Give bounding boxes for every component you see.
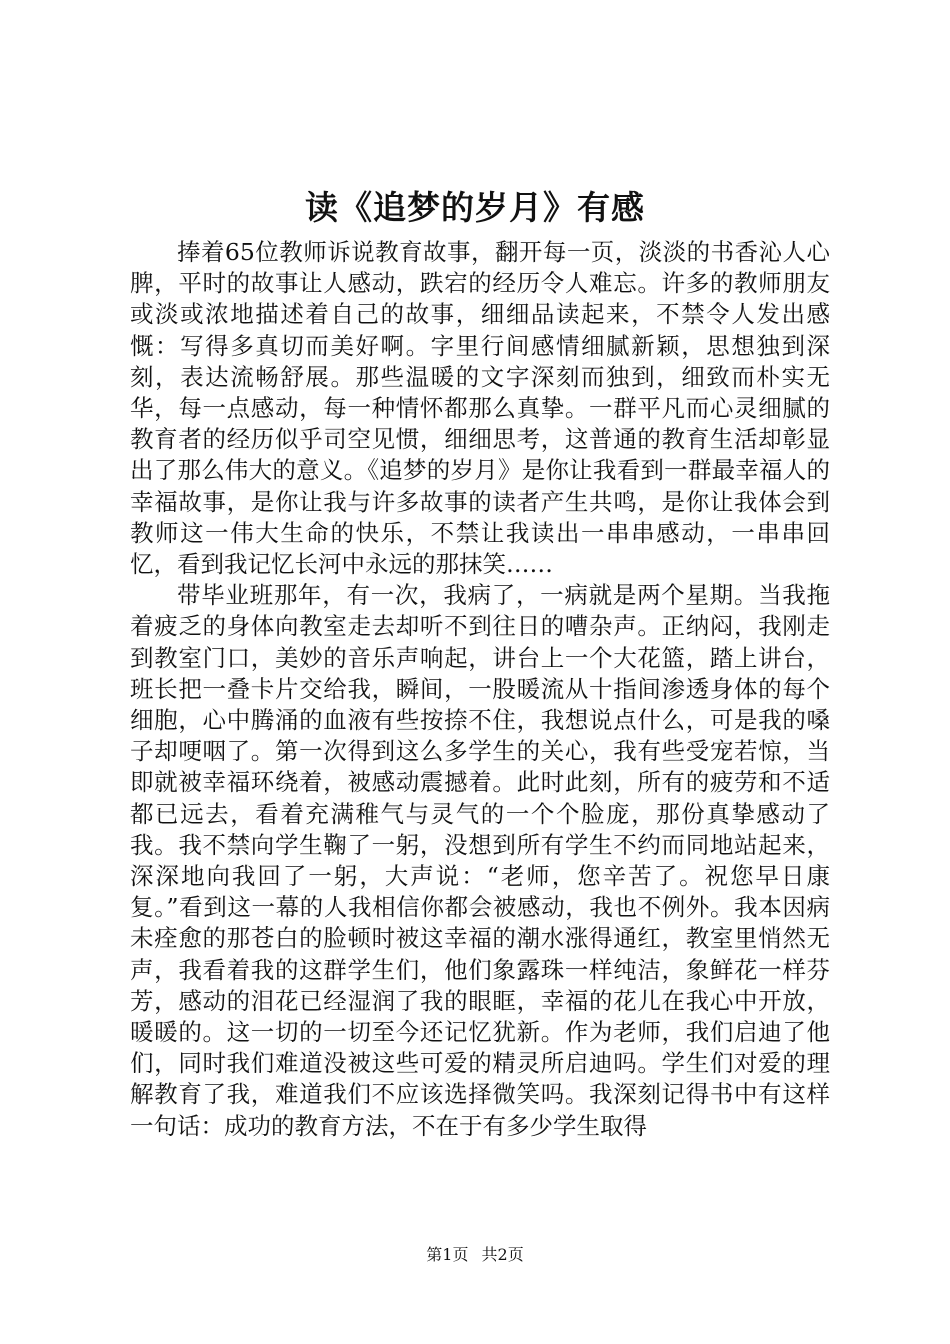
page-total: 共2页: [481, 1245, 524, 1264]
document-body: [130, 237, 830, 1142]
paragraph-2: 带毕业班那年，有一次，我病了，一病就是两个星期。当我拖着疲乏的身体向教室走去却听不到往日的嘈杂声。正纳闷，我刚走到教室门口，美妙的音乐声响起，讲台上一个大花篮，踏上讲台，班长把一叠卡片交给我，瞬间，一股暖流从十指间渗透身体的每个细胞，心中腾涌的血液有些按捺不住，我想说点什么，可是我的嗓子却哽咽了。第一次得到这么多学生的关心，我有些受宠若惊，当即就被幸福环绕着，被感动震撼着。此时此刻，所有的疲劳和不适都已远去，看着充满稚气与灵气的一个个脸庞，那份真挚感动了我。我不禁向学生鞠了一躬，没想到所有学生不约而同地站起来，深深地向我回了一躬，大声说：“老师，您辛苦了。祝您早日康复。”看到这一幕的人我相信你都会被感动，我也不例外。我本因病未痊愈的那苍白的脸顿时被这幸福的潮水涨得通红，教室里悄然无声，我看着我的这群学生们，他们象露珠一样纯洁，象鲜花一样芬芳，感动的泪花已经湿润了我的眼眶，幸福的花儿在我心中开放，暖暖的。这一切的一切至今还记忆犹新。作为老师，我们启迪了他们，同时我们难道没被这些可爱的精灵所启迪吗。学生们对爱的理解教育了我，难道我们不应该选择微笑吗。我深刻记得书中有这样一句话：成功的教育方法，不在于有多少学生取得: [130, 581, 830, 1140]
paragraph-1: 捧着65位教师诉说教育故事，翻开每一页，淡淡的书香沁人心脾，平时的故事让人感动，跌宕的经历令人难忘。许多的教师朋友或淡或浓地描述着自己的故事，细细品读起来，不禁令人发出感慨：写得多真切而美好啊。字里行间感情细腻新颖，思想独到深刻，表达流畅舒展。那些温暖的文字深刻而独到，细致而朴实无华，每一点感动，每一种情怀都那么真挚。一群平凡而心灵细腻的教育者的经历似乎司空见惯，细细思考，这普通的教育生活却彰显出了那么伟大的意义。《追梦的岁月》是你让我看到一群最幸福人的幸福故事，是你让我与许多故事的读者产生共鸣，是你让我体会到教师这一伟大生命的快乐，不禁让我读出一串串感动，一串串回忆，看到我记忆长河中永远的那抹笑……: [130, 238, 830, 579]
page-number: 第1页: [426, 1245, 469, 1264]
document-title: 读《追梦的岁月》有感: [305, 188, 645, 227]
page-footer: [0, 1245, 950, 1265]
